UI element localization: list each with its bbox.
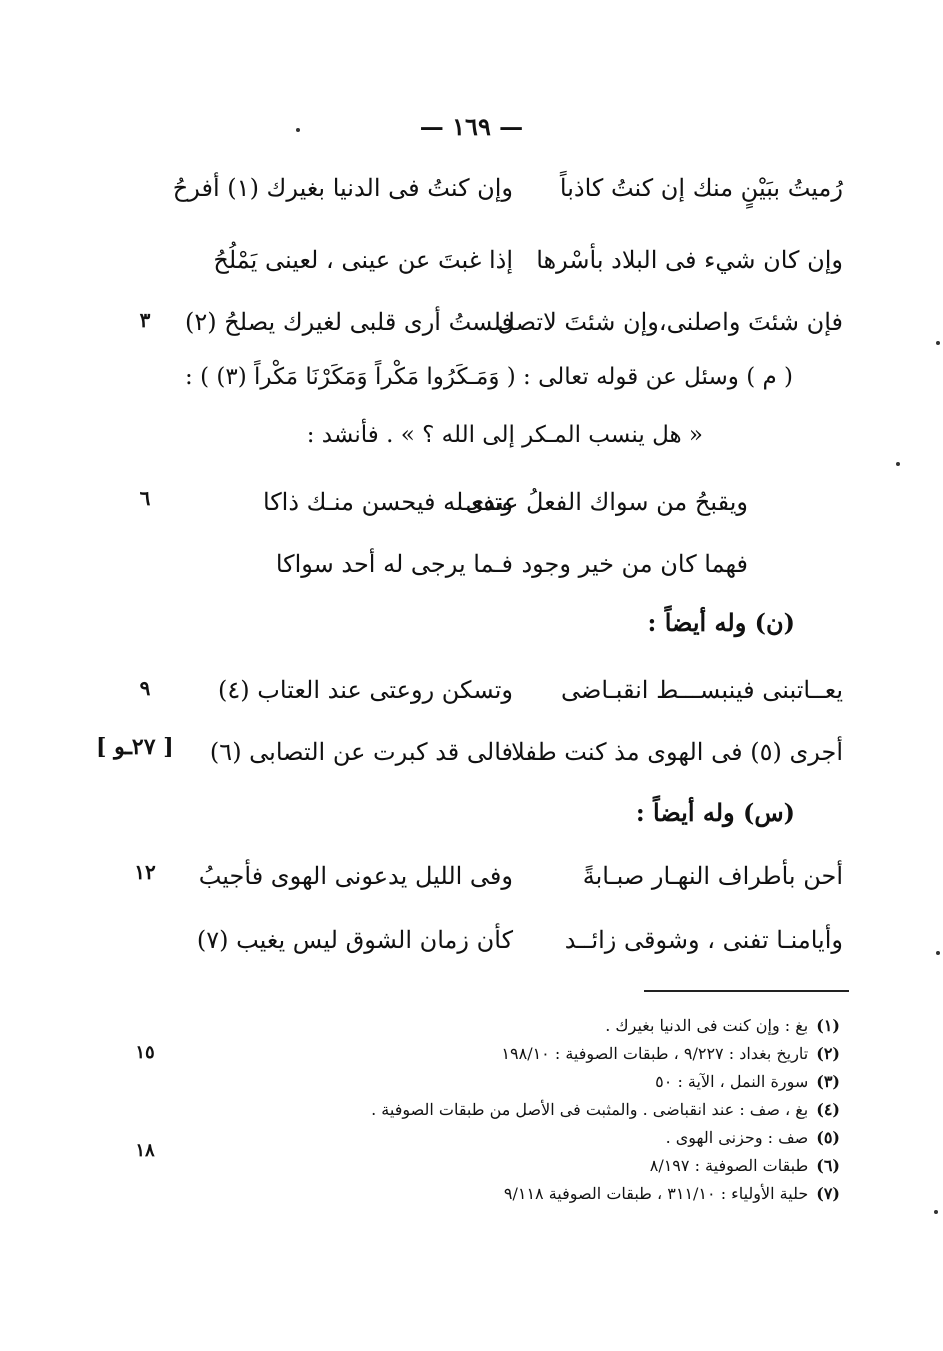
verse-5-first-hemistich: فهما كان من خير وجود bbox=[521, 550, 748, 578]
line-number-15: ١٥ bbox=[135, 1042, 155, 1063]
verse-6-second-hemistich: وتسكن روعتى عند العتاب (٤) bbox=[218, 676, 513, 704]
verse-3 bbox=[103, 298, 843, 346]
line-number-6: ٦ bbox=[139, 486, 151, 510]
page-number: — ١٦٩ — bbox=[419, 112, 524, 141]
verse-3-first-hemistich: فإن شئتَ واصلنى،وإن شئتَ لاتصل bbox=[497, 308, 843, 336]
verse-2 bbox=[103, 236, 843, 284]
folio-marker: [ ٢٧ـو ] bbox=[96, 734, 174, 760]
footnote-text: سورة النمل ، الآية : ٥٠ bbox=[655, 1072, 809, 1091]
footnote-4 bbox=[140, 1096, 840, 1124]
footnote-2 bbox=[140, 1040, 840, 1068]
heading-s: (س) وله أيضاً : bbox=[635, 798, 795, 827]
scan-speck bbox=[896, 462, 900, 466]
footnote-text: حلية الأولياء : ٣١١/١٠ ، طبقات الصوفية ٩/١١٨ bbox=[503, 1184, 809, 1203]
verse-4-second-hemistich: وتفعـله فيحسن منـك ذاكا bbox=[262, 488, 513, 516]
footnote-text: بغ : وإن كنت فى الدنيا بغيرك . bbox=[605, 1016, 809, 1035]
verse-3-second-hemistich: فلستُ أرى قلبى لغيرك يصلحُ (٢) bbox=[185, 308, 513, 336]
footnote-1 bbox=[140, 1012, 840, 1040]
scan-speck bbox=[936, 951, 940, 955]
line-number-3: ٣ bbox=[139, 308, 151, 332]
scan-speck bbox=[934, 1210, 938, 1214]
footnote-separator bbox=[644, 990, 849, 992]
footnote-number: (٧) bbox=[816, 1184, 840, 1203]
footnote-number: (٢) bbox=[816, 1044, 840, 1063]
line-number-18: ١٨ bbox=[135, 1140, 155, 1161]
footnote-text: صف : وحزنى الهوى . bbox=[665, 1128, 809, 1147]
heading-n: (ن) وله أيضاً : bbox=[647, 608, 795, 637]
footnote-7 bbox=[140, 1180, 840, 1208]
verse-5-second-hemistich: فـما يرجى له أحد سواكا bbox=[275, 550, 513, 578]
scan-speck bbox=[296, 128, 300, 132]
footnote-text: بغ ، صف : عند انقباضى . والمثبت فى الأصل من طبقات الصوفية . bbox=[371, 1100, 809, 1119]
prose-line-2: « هل ينسب المـكر إلى الله ؟ » . فأنشد : bbox=[306, 422, 703, 448]
footnote-number: (١) bbox=[816, 1016, 840, 1035]
verse-8-first-hemistich: أحن بأطراف النهـار صبـابةً bbox=[582, 862, 843, 890]
footnote-3 bbox=[140, 1068, 840, 1096]
footnote-text: طبقات الصوفية : ٨/١٩٧ bbox=[649, 1156, 809, 1175]
verse-1-second-hemistich: وإن كنتُ فى الدنيا بغيرك (١) أفرحُ bbox=[172, 174, 513, 202]
verse-7-second-hemistich: فالى قد كبرت عن التصابى (٦) bbox=[209, 738, 513, 766]
verse-7-first-hemistich: أجرى (٥) فى الهوى مذ كنت طفلا bbox=[511, 738, 843, 766]
verse-5 bbox=[103, 540, 843, 588]
footnote-number: (٣) bbox=[816, 1072, 840, 1091]
footnotes bbox=[140, 1012, 840, 1208]
verse-7 bbox=[103, 728, 843, 776]
verse-8-second-hemistich: وفى الليل يدعونى الهوى فأجيبُ bbox=[198, 862, 513, 890]
verse-8 bbox=[103, 852, 843, 900]
verse-4-first-hemistich: ويقبحُ من سواك الفعلُ عندى bbox=[465, 488, 748, 516]
footnote-5 bbox=[140, 1124, 840, 1152]
verse-6-first-hemistich: يعــاتبنى فينبســـط انقبـاضى bbox=[561, 676, 843, 704]
footnote-number: (٤) bbox=[816, 1100, 840, 1119]
verse-6 bbox=[103, 666, 843, 714]
verse-9-second-hemistich: كأن زمان الشوق ليس يغيب (٧) bbox=[196, 926, 513, 954]
line-number-9: ٩ bbox=[139, 676, 151, 700]
footnote-number: (٦) bbox=[816, 1156, 840, 1175]
verse-2-first-hemistich: وإن كان شيء فى البلاد بأسْرها bbox=[536, 246, 843, 274]
line-number-12: ١٢ bbox=[134, 860, 156, 884]
prose-line-1: ( م ) وسئل عن قوله تعالى : ( وَمَـكَرُوا مَكْراً وَمَكَرْنَا مَكْراً (٣) ) : bbox=[185, 364, 793, 390]
scan-speck bbox=[936, 341, 940, 345]
verse-1-first-hemistich: رُميتُ ببَيْنٍ منك إن كنتُ كاذباً bbox=[559, 174, 843, 202]
verse-2-second-hemistich: إذا غبتَ عن عينى ، لعينى يَمْلُحُ bbox=[213, 246, 513, 274]
footnote-text: تاريخ بغداد : ٩/٢٢٧ ، طبقات الصوفية : ١٩٨/١٠ bbox=[501, 1044, 809, 1063]
footnote-number: (٥) bbox=[816, 1128, 840, 1147]
verse-9 bbox=[103, 916, 843, 964]
verse-1 bbox=[103, 164, 843, 212]
verse-9-first-hemistich: وأيامنـا تفنى ، وشوقى زائــد bbox=[564, 926, 843, 954]
footnote-6 bbox=[140, 1152, 840, 1180]
verse-4 bbox=[103, 478, 843, 526]
